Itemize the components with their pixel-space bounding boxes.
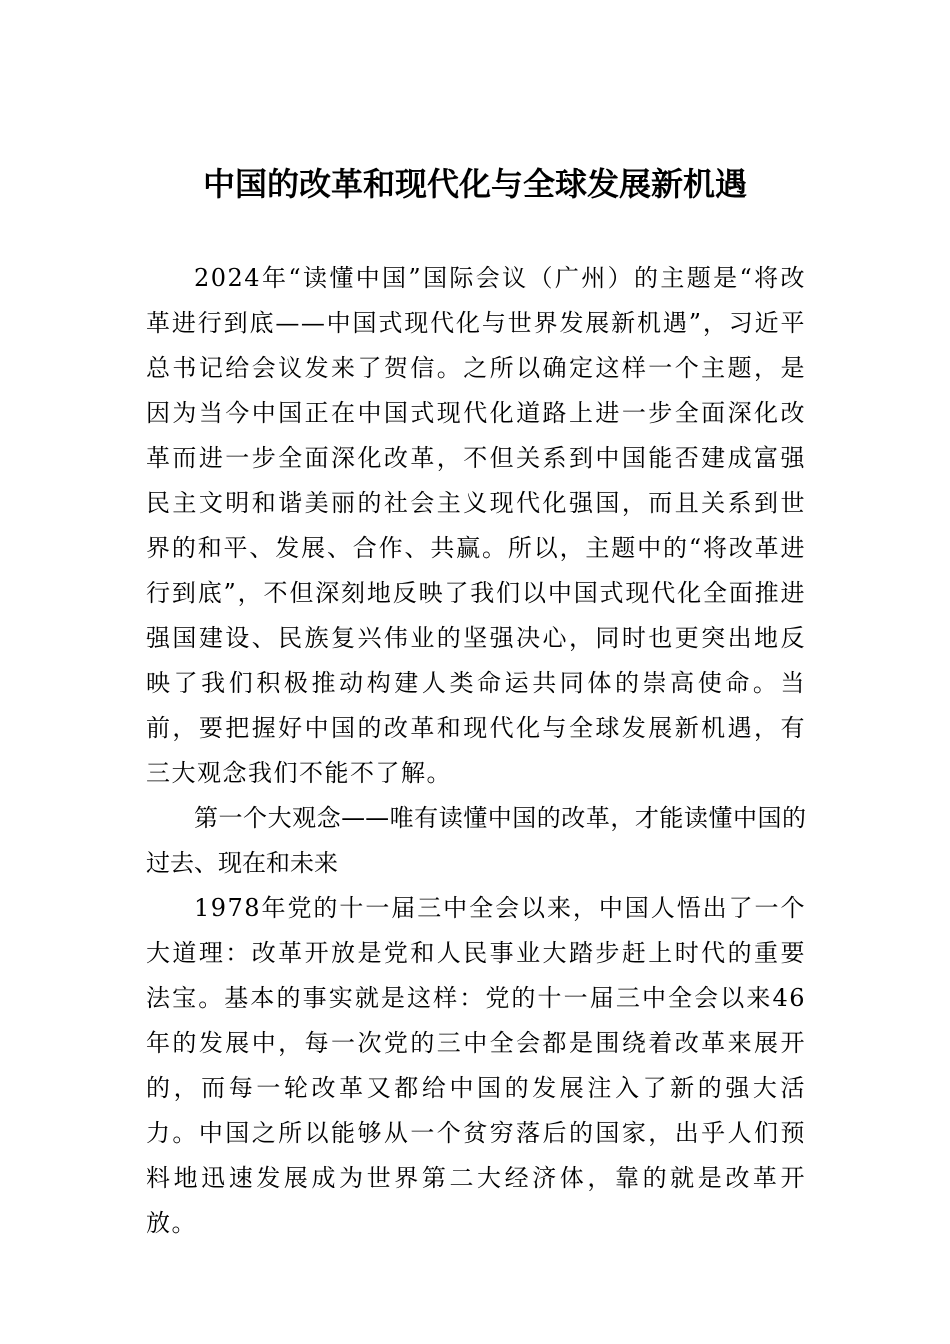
document-body — [146, 256, 806, 1246]
section-heading-first-concept: 第一个大观念——唯有读懂中国的改革，才能读懂中国的过去、现在和未来 — [146, 804, 806, 877]
intro-paragraph: 2024年“读懂中国”国际会议（广州）的主题是“将改革进行到底——中国式现代化与世界发展新机遇”，习近平总书记给会议发来了贺信。之所以确定这样一个主题，是因为当今中国正在中国式现代化道路上进一步全面深化改革而进一步全面深化改革，不但关系到中国能否建成富强民主文明和谐美丽的社会主义现代化强国，而且关系到世界的和平、发展、合作、共赢。所以，主题中的“将改革进行到底”，不但深刻地反映了我们以中国式现代化全面推进强国建设、民族复兴伟业的坚强决心，同时也更突出地反映了我们积极推动构建人类命运共同体的崇高使命。当前，要把握好中国的改革和现代化与全球发展新机遇，有三大观念我们不能不了解。 — [146, 264, 806, 787]
document-title: 中国的改革和现代化与全球发展新机遇 — [202, 165, 747, 203]
section-paragraph: 1978年党的十一届三中全会以来，中国人悟出了一个大道理：改革开放是党和人民事业大踏步赶上时代的重要法宝。基本的事实就是这样：党的十一届三中全会以来46年的发展中，每一次党的三中全会都是围绕着改革来展开的，而每一轮改革又都给中国的发展注入了新的强大活力。中国之所以能够从一个贫穷落后的国家，出乎人们预料地迅速发展成为世界第二大经济体，靠的就是改革开放。 — [146, 894, 806, 1237]
